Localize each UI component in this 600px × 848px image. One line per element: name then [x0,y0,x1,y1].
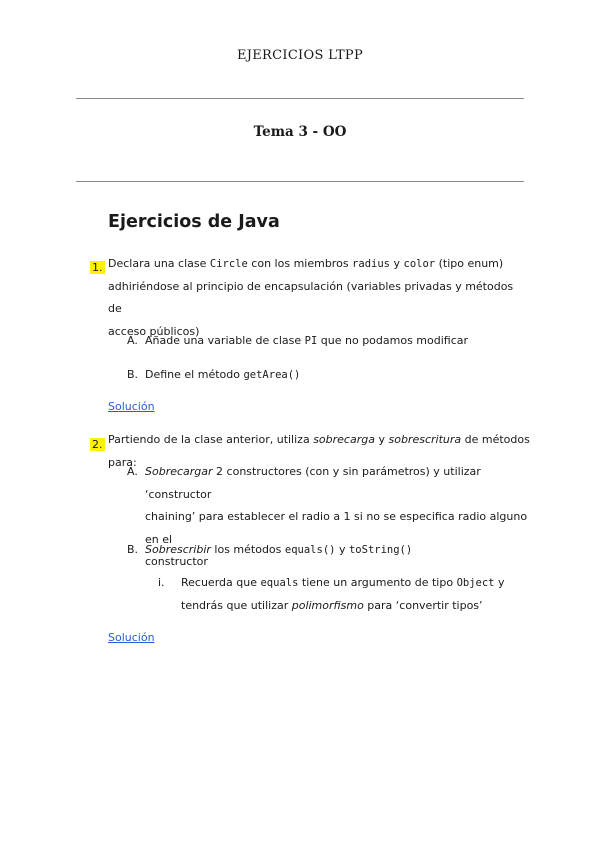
exercise-2-subitem-i [181,572,526,617]
exercise-1-item-b: Define el método getArea() [145,368,301,381]
document-title: EJERCICIOS LTPP [236,48,364,63]
emphasis-polimorfismo: polimorfismo [291,598,364,612]
exercise-2-number [90,433,105,453]
exercise-number-highlight: 1. [92,261,103,274]
solution-link-2[interactable]: Solución [108,631,155,644]
solution-link-1[interactable]: Solución [108,400,155,413]
code-circle: Circle [209,258,248,270]
code-pi: PI [304,335,318,347]
header-divider [76,98,524,99]
subitem-marker: i. [158,576,165,589]
code-tostring: toString() [348,544,413,556]
subitem-line-1: Recuerda que equals tiene un argumento de tipo Object y [181,576,505,589]
document-subtitle: Tema 3 - OO [253,124,347,140]
section-heading: Ejercicios de Java [108,212,280,232]
exercise-1-number [90,256,105,276]
exercise-2-statement: Partiendo de la clase anterior, utiliza sobrecarga y sobrescritura de métodos para: [108,433,530,469]
subtitle-divider [76,181,524,182]
code-getarea: getArea() [243,369,301,381]
code-equals: equals [260,577,299,589]
exercise-1-item-a: Añade una variable de clase PI que no podamos modificar [145,334,469,347]
exercise-2-item-a-line-3: constructor [145,555,208,568]
exercise-number-highlight: 2. [92,438,103,451]
exercise-1-line-2: adhiriéndose al principio de encapsulación (variables privadas y métodos de [108,279,514,315]
item-marker: A. [127,334,138,347]
emphasis-sobrecargar: Sobrecargar [145,465,213,478]
emphasis-sobrescritura: sobrescritura [388,433,462,446]
emphasis-sobrecarga: sobrecarga [313,433,375,446]
subitem-line-2: tendrás que utilizar polimorfismo para ‘convertir tipos’ [181,598,483,612]
exercise-1-line-1: Declara una clase Circle con los miembros radius y color (tipo enum) [108,257,504,270]
exercise-2-item-a-line-1: Sobrecargar 2 constructores (con y sin parámetros) y utilizar ‘constructor [145,465,481,501]
item-marker: B. [127,368,139,381]
item-marker: A. [127,465,138,478]
emphasis-sobrescribir: Sobrescribir [145,543,211,556]
code-radius: radius [352,258,390,270]
exercise-1-line-3: acceso públicos) [108,324,200,338]
exercise-2-item-b: Sobrescribir los métodos equals() y toString() [145,543,413,556]
code-color: color [403,258,436,270]
exercise-2-item-a-line-2: chaining’ para establecer el radio a 1 si no se especifica radio alguno en el [145,510,528,546]
item-marker: B. [127,543,139,556]
code-equals: equals() [284,544,336,556]
code-object: Object [456,577,495,589]
